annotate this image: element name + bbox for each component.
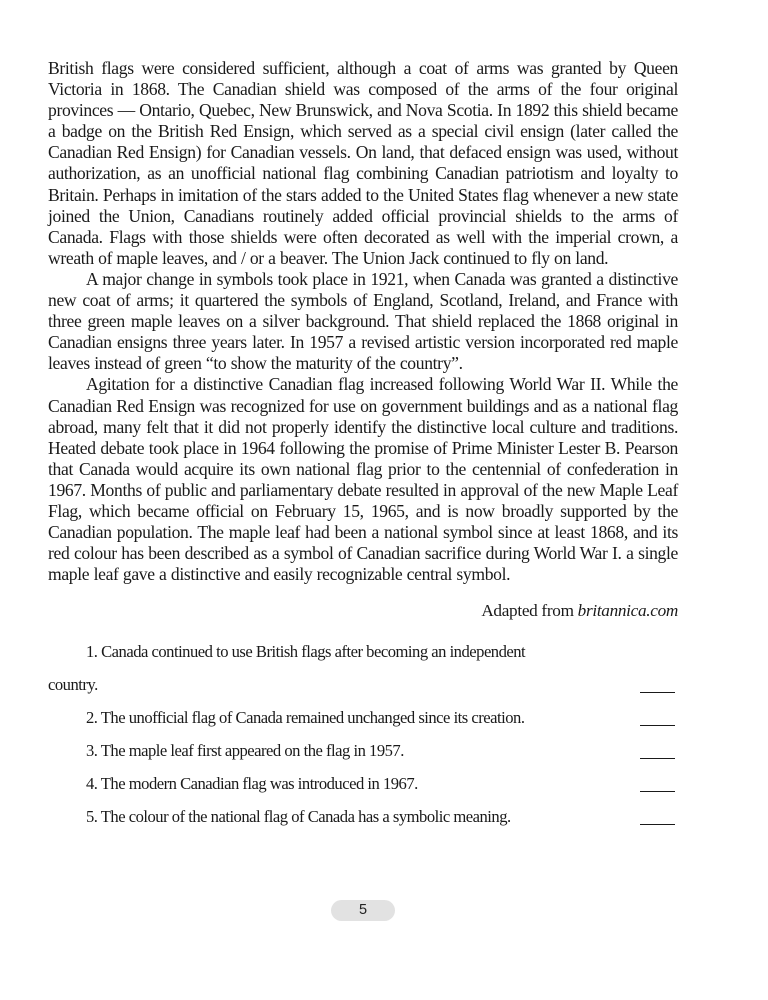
question-2 (48, 704, 678, 737)
question-text-continuation: country. (48, 675, 98, 695)
question-text: 1. Canada continued to use British flags after becoming an independent (86, 642, 526, 662)
true-false-questions (48, 638, 678, 836)
question-text: 4. The modern Canadian flag was introduced in 1967. (86, 774, 418, 794)
document-page (48, 58, 678, 836)
article-paragraph-2: A major change in symbols took place in 1921, when Canada was granted a distinctive new coat of arms; it quartered the symbols of England, Scotland, Ireland, and France with three green maple leaves on a silver background. That shield replaced the 1868 original in Canadian ensigns three years later. In 1957 a revised artistic version incorporated red maple leaves instead of green “to show the maturity of the country”. (48, 268, 678, 374)
question-4 (48, 770, 678, 803)
question-text: 5. The colour of the national flag of Canada has a symbolic meaning. (86, 807, 511, 827)
answer-blank-2[interactable] (640, 725, 675, 726)
question-text: 3. The maple leaf first appeared on the flag in 1957. (86, 741, 404, 761)
question-1-continuation (48, 671, 678, 704)
question-1 (48, 638, 678, 671)
question-5 (48, 803, 678, 836)
article-body (48, 58, 678, 585)
question-text: 2. The unofficial flag of Canada remained unchanged since its creation. (86, 708, 525, 728)
answer-blank-5[interactable] (640, 824, 675, 825)
article-paragraph-1: British flags were considered sufficient, although a coat of arms was granted by Queen Victoria in 1868. The Canadian shield was composed of the arms of the four original provinces — Ontario, Quebec, New Brunswick, and Nova Scotia. In 1892 this shield became a badge on the British Red Ensign, which served as a special civil ensign (later called the Canadian Red Ensign) for Canadian vessels. On land, that defaced ensign was used, without authorization, as an unofficial national flag combining Canadian patriotism and loyalty to Britain. Perhaps in imitation of the stars added to the United States flag whenever a new state joined the Union, Canadians routinely added official provincial shields to the arms of Canada. Flags with those shields were often decorated as well with the imperial crown, a wreath of maple leaves, and / or a beaver. The Union Jack continued to fly on land. (48, 58, 678, 268)
answer-blank-1[interactable] (640, 692, 675, 693)
question-3 (48, 737, 678, 770)
page-number-badge: 5 (331, 900, 395, 921)
source-attribution (48, 600, 678, 621)
source-site: britannica.com (577, 601, 678, 621)
answer-blank-4[interactable] (640, 791, 675, 792)
article-paragraph-3: Agitation for a distinctive Canadian flag increased following World War II. While the Canadian Red Ensign was recognized for use on government buildings and as a national flag abroad, many felt that it did not properly identify the distinctive local culture and traditions. Heated debate took place in 1964 following the promise of Prime Minister Lester B. Pearson that Canada would acquire its own national flag prior to the centennial of confederation in 1967. Months of public and parliamentary debate resulted in approval of the new Maple Leaf Flag, which became official on February 15, 1965, and is now broadly supported by the Canadian population. The maple leaf had been a national symbol since at least 1868, and its red colour has been described as a symbol of Canadian sacrifice during World War I. a single maple leaf gave a distinctive and easily recognizable central symbol. (48, 374, 678, 585)
answer-blank-3[interactable] (640, 758, 675, 759)
source-prefix: Adapted from (481, 601, 578, 621)
